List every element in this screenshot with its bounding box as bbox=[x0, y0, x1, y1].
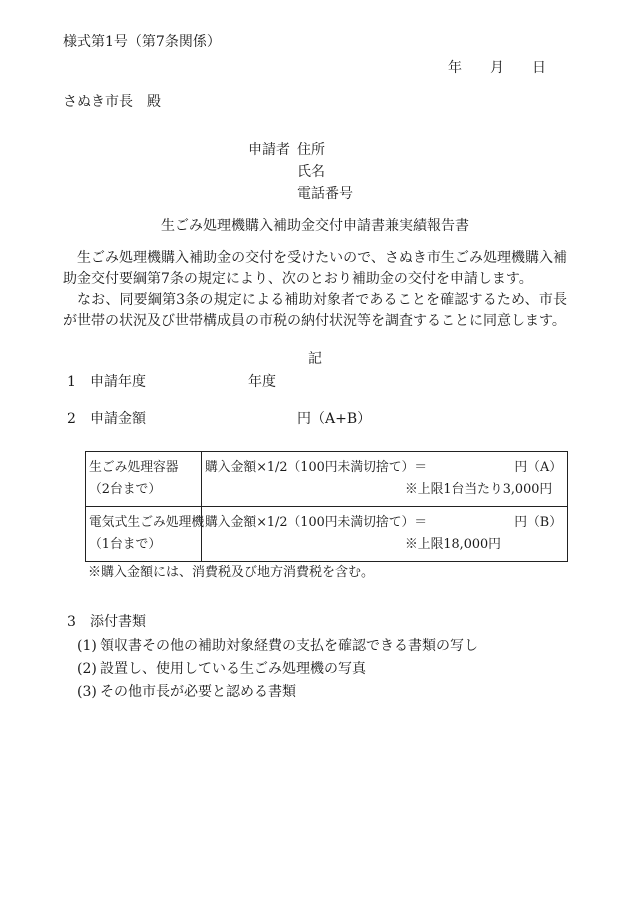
item2-label: 申請金額 bbox=[90, 411, 146, 427]
applicant-block bbox=[248, 139, 567, 205]
table-footnote: ※購入金額には、消費税及び地方消費税を含む。 bbox=[88, 565, 375, 580]
applicant-name-label: 氏名 bbox=[297, 164, 325, 180]
item1-number: 1 bbox=[67, 374, 76, 390]
paragraph-application: 生ごみ処理機購入補助金の交付を受けたいので、さぬき市生ごみ処理機購入補助金交付要綱第7条の規定により、次のとおり補助金の交付を申請します。 bbox=[63, 250, 567, 287]
item2-number: 2 bbox=[67, 411, 76, 427]
attachment-item-receipt bbox=[77, 635, 567, 658]
attachment-item-other bbox=[77, 681, 567, 704]
table-row-electric bbox=[86, 507, 568, 562]
paragraph-consent: なお、同要綱第3条の規定による補助対象者であることを確認するため、市長が世帯の状況及び世帯構成員の市税の納付状況等を調査することに同意します。 bbox=[63, 292, 567, 329]
item1-value: 年度 bbox=[248, 374, 276, 390]
item2-value: 円（A+B） bbox=[297, 411, 372, 427]
row2-formula-cell bbox=[202, 507, 568, 562]
applicant-phone-label: 電話番号 bbox=[297, 186, 353, 202]
row2-formula: 購入金額×1/2（100円未満切捨て）＝ bbox=[205, 515, 428, 530]
item-application-amount bbox=[63, 409, 567, 430]
attachment2-text: 設置し、使用している生ごみ処理機の写真 bbox=[100, 661, 366, 677]
attachments-list bbox=[63, 635, 567, 704]
row2-item-limit: （1台まで） bbox=[89, 537, 162, 552]
form-number-label: 様式第1号（第7条関係） bbox=[63, 34, 221, 50]
attachments-number: 3 bbox=[67, 614, 76, 630]
row1-formula: 購入金額×1/2（100円未満切捨て）＝ bbox=[205, 460, 428, 475]
addressee: さぬき市長 殿 bbox=[63, 94, 161, 110]
row1-item-cell bbox=[86, 452, 202, 507]
applicant-fields bbox=[297, 139, 353, 205]
subsidy-calculation-table bbox=[85, 451, 568, 562]
applicant-label: 申請者 bbox=[248, 142, 290, 158]
date-line: 年 月 日 bbox=[448, 60, 546, 76]
attachment-item-photo bbox=[77, 658, 567, 681]
attachments-section bbox=[63, 612, 567, 704]
attachment1-marker: (1) bbox=[77, 638, 97, 654]
attachment1-text: 領収書その他の補助対象経費の支払を確認できる書類の写し bbox=[100, 638, 478, 654]
row1-item-limit: （2台まで） bbox=[89, 482, 162, 497]
table-row-container bbox=[86, 452, 568, 507]
attachment3-marker: (3) bbox=[77, 684, 97, 700]
attachment2-marker: (2) bbox=[77, 661, 97, 677]
document-title: 生ごみ処理機購入補助金交付申請書兼実績報告書 bbox=[161, 218, 469, 234]
item1-label: 申請年度 bbox=[90, 374, 146, 390]
attachment3-text: その他市長が必要と認める書類 bbox=[100, 684, 296, 700]
row1-limit-note: ※上限1台当たり3,000円 bbox=[405, 482, 553, 497]
attachments-header bbox=[63, 612, 567, 633]
row2-item-name: 電気式生ごみ処理機 bbox=[89, 515, 205, 530]
item-application-year bbox=[63, 372, 567, 393]
row1-item-name: 生ごみ処理容器 bbox=[89, 460, 179, 475]
row1-amount-unit: 円（A） bbox=[514, 460, 562, 475]
row1-formula-cell bbox=[202, 452, 568, 507]
row2-item-cell bbox=[86, 507, 205, 562]
body-paragraphs bbox=[63, 248, 567, 332]
ki-heading: 記 bbox=[308, 351, 322, 367]
attachments-label: 添付書類 bbox=[90, 614, 146, 630]
row2-limit-note: ※上限18,000円 bbox=[405, 537, 501, 552]
row2-amount-unit: 円（B） bbox=[514, 515, 562, 530]
applicant-address-label: 住所 bbox=[297, 142, 325, 158]
